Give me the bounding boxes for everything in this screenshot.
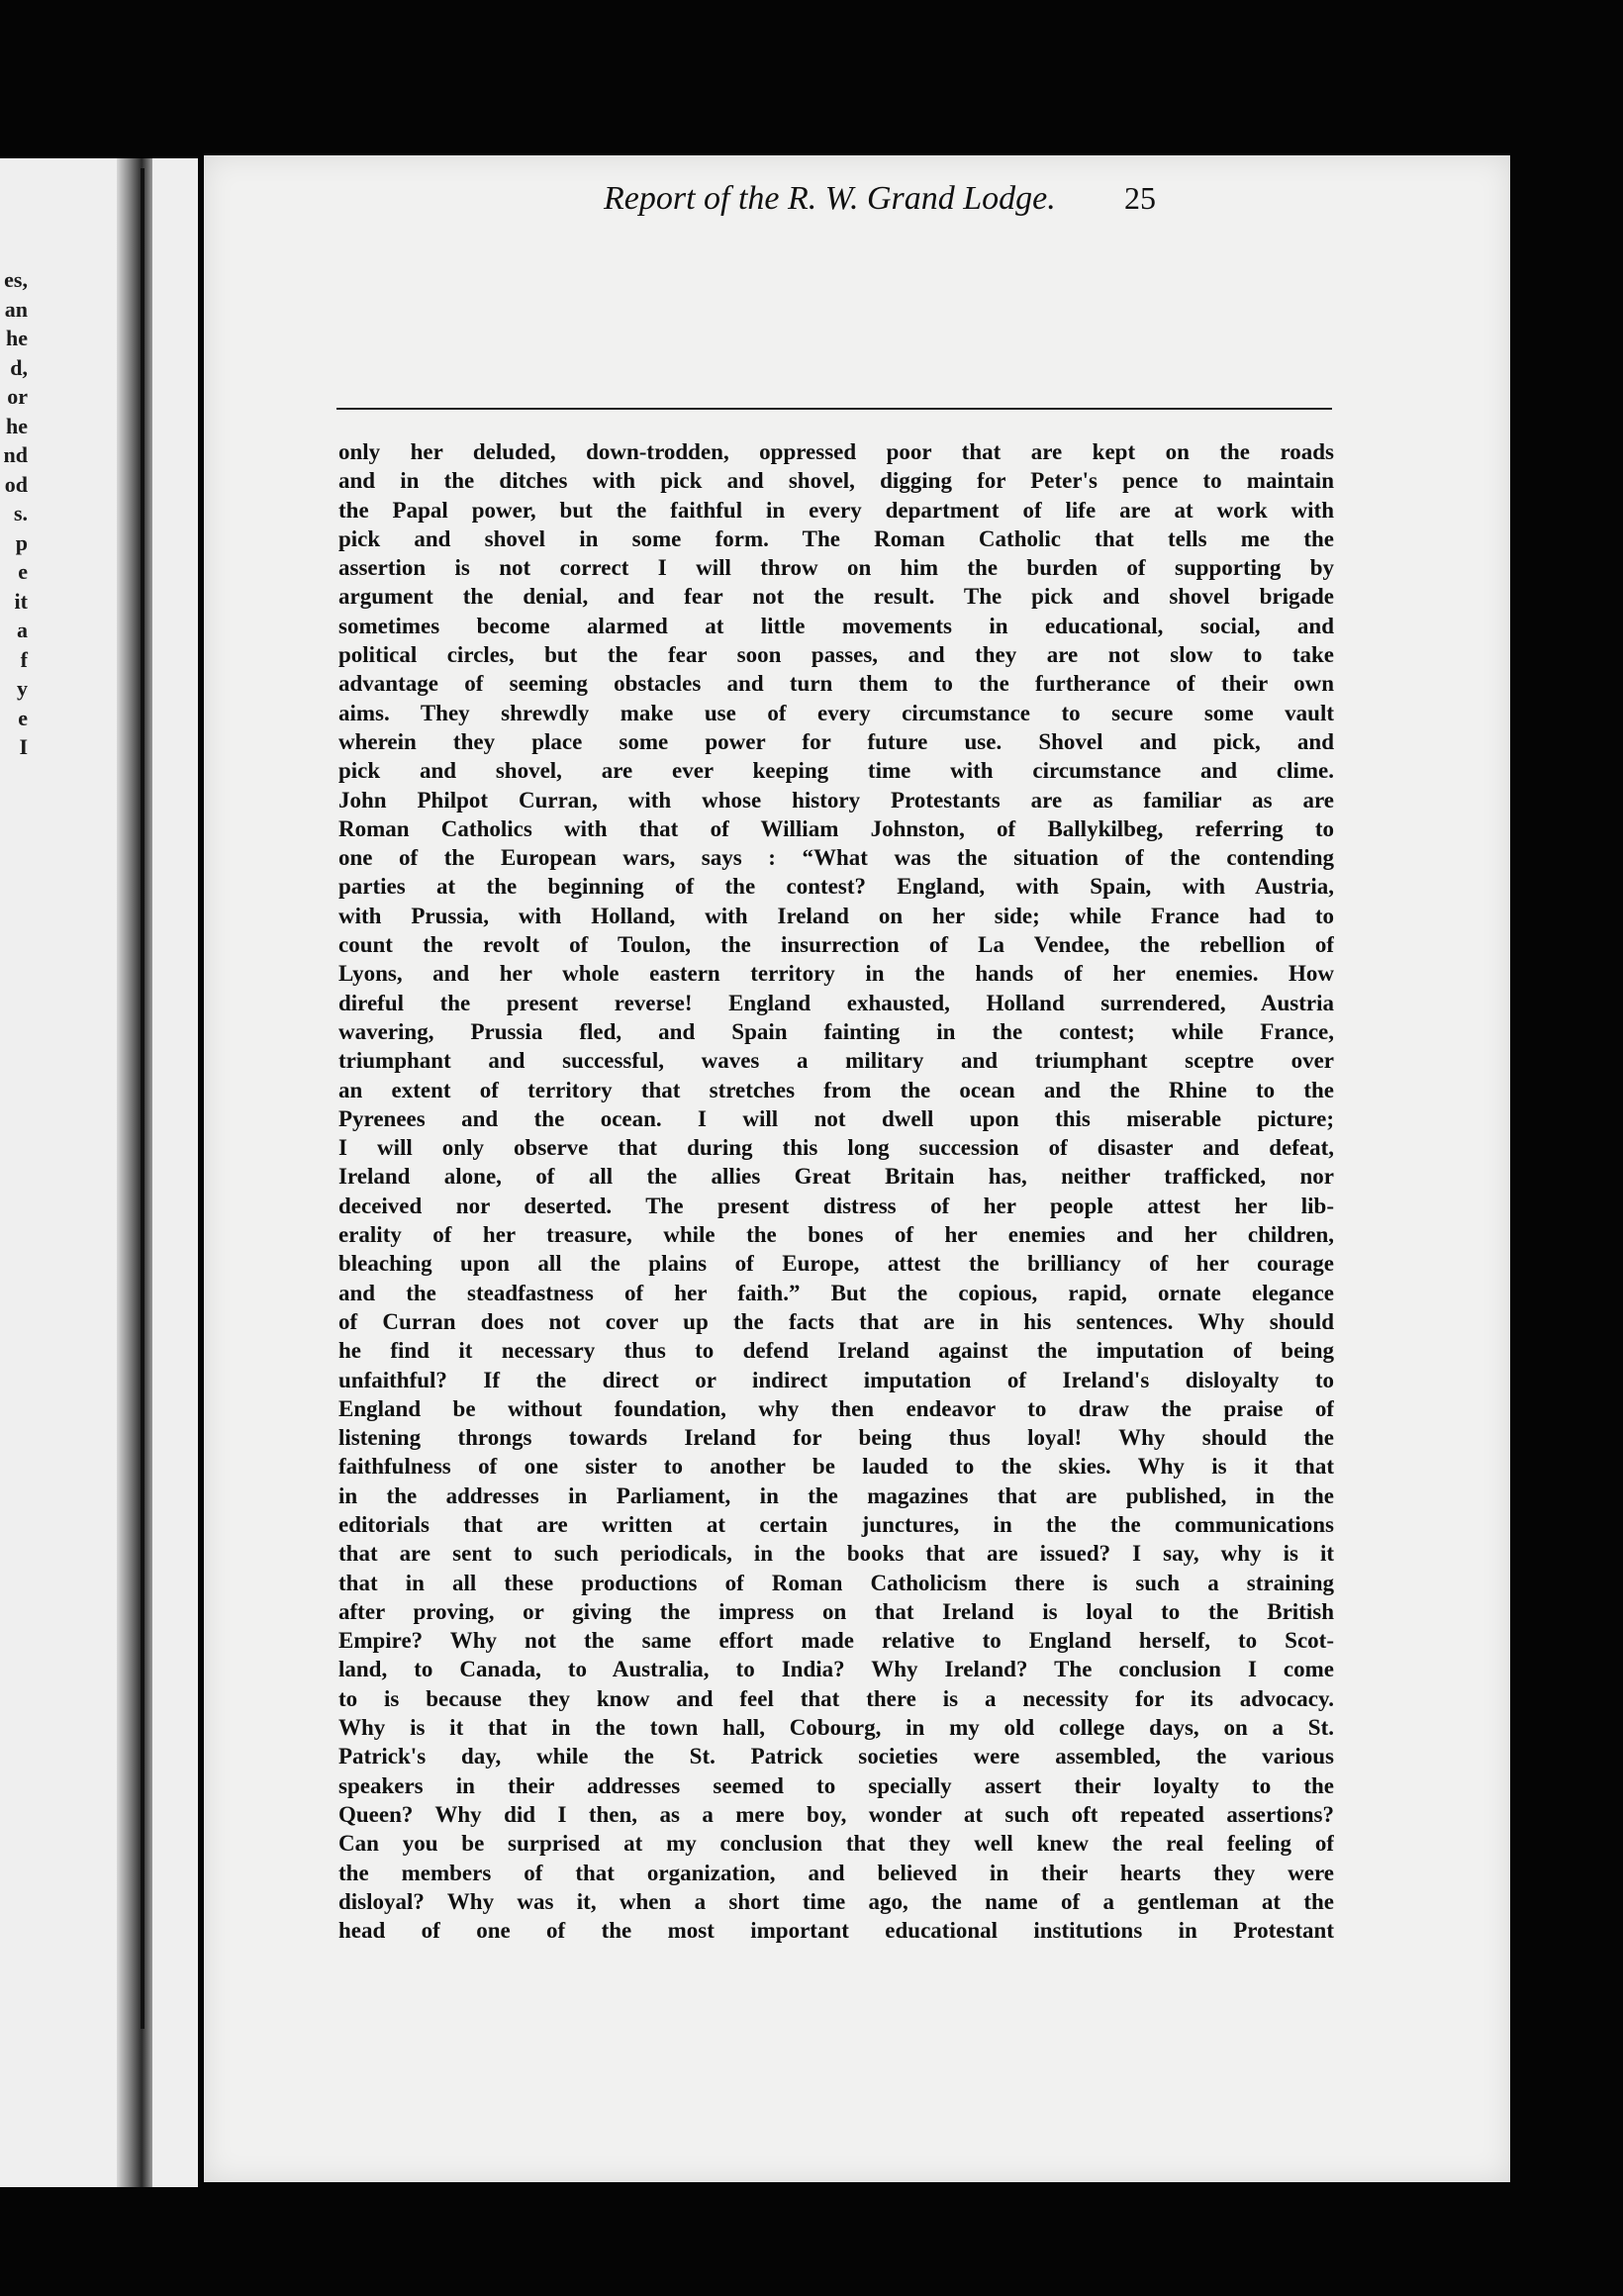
left-page-fragment: f <box>20 646 28 672</box>
text-line: Queen? Why did I then, as a mere boy, wonder at such oft repeated assertions? <box>338 1801 1334 1827</box>
text-line: John Philpot Curran, with whose history Protestants are as familiar as are <box>338 787 1334 813</box>
text-line: Ireland alone, of all the allies Great Britain has, neither trafficked, nor <box>338 1164 1334 1190</box>
text-line: editorials that are written at certain junctures, in the the communications <box>338 1511 1334 1537</box>
text-line: bleaching upon all the plains of Europe, attest the brilliancy of her courage <box>338 1251 1334 1277</box>
text-line: an extent of territory that stretches from the ocean and the Rhine to the <box>338 1077 1334 1102</box>
text-line: advantage of seeming obstacles and turn them to the furtherance of their own <box>338 671 1334 697</box>
text-line: the members of that organization, and believed in their hearts they were <box>338 1860 1334 1885</box>
left-page-text-fragments <box>0 265 28 762</box>
text-line: assertion is not correct I will throw on him the burden of supporting by <box>338 555 1334 581</box>
text-line: wavering, Prussia fled, and Spain fainting in the contest; while France, <box>338 1018 1334 1044</box>
text-line: with Prussia, with Holland, with Ireland on her side; while France had to <box>338 903 1334 928</box>
text-line: disloyal? Why was it, when a short time ago, the name of a gentleman at the <box>338 1888 1334 1914</box>
text-line: Roman Catholics with that of William Johnston, of Ballykilbeg, referring to <box>338 815 1334 841</box>
left-page-fragment: d, <box>10 354 28 380</box>
header-rule <box>336 408 1332 410</box>
text-line: sometimes become alarmed at little movements in educational, social, and <box>338 613 1334 638</box>
left-page-fragment: or <box>7 384 28 409</box>
left-page-fragment: s. <box>13 501 28 526</box>
left-page-fragment: a <box>17 618 28 642</box>
left-page-fragment: e <box>18 705 28 730</box>
text-line: that are sent to such periodicals, in the books that are issued? I say, why is it <box>338 1541 1334 1567</box>
text-line: Patrick's day, while the St. Patrick societies were assembled, the various <box>338 1744 1334 1770</box>
text-line: deceived nor deserted. The present distress of her people attest her lib- <box>338 1193 1334 1218</box>
text-line: count the revolt of Toulon, the insurrection of La Vendee, the rebellion of <box>338 932 1334 958</box>
text-line: and in the ditches with pick and shovel, digging for Peter's pence to maintain <box>338 468 1334 494</box>
text-line: that in all these productions of Roman Catholicism there is such a straining <box>338 1570 1334 1595</box>
text-line: erality of her treasure, while the bones of her enemies and her children, <box>338 1222 1334 1248</box>
text-line: aims. They shrewdly make use of every circumstance to secure some vault <box>338 700 1334 725</box>
page-number: 25 <box>1124 180 1156 216</box>
left-page-fragment: he <box>6 326 28 350</box>
text-line: faithfulness of one sister to another be lauded to the skies. Why is it that <box>338 1454 1334 1480</box>
left-page-fragment: od <box>4 471 28 497</box>
book-gutter <box>117 158 152 2187</box>
text-line: head of one of the most important educational institutions in Protestant <box>338 1918 1334 1944</box>
text-line: Why is it that in the town hall, Cobourg, in my old college days, on a St. <box>338 1715 1334 1741</box>
left-page-fragment: es, <box>4 267 28 292</box>
text-line: Pyrenees and the ocean. I will not dwell upon this miserable picture; <box>338 1105 1334 1131</box>
text-line: in the addresses in Parliament, in the magazines that are published, in the <box>338 1483 1334 1508</box>
text-line: of Curran does not cover up the facts that are in his sentences. Why should <box>338 1308 1334 1334</box>
text-line: wherein they place some power for future use. Shovel and pick, and <box>338 728 1334 754</box>
text-line: he find it necessary thus to defend Ireland against the imputation of being <box>338 1338 1334 1364</box>
text-line: listening throngs towards Ireland for being thus loyal! Why should the <box>338 1425 1334 1451</box>
text-line: and the steadfastness of her faith.” But the copious, rapid, ornate elegance <box>338 1280 1334 1305</box>
running-title: Report of the R. W. Grand Lodge. <box>604 180 1056 217</box>
text-line: to is because they know and feel that there is a necessity for its advocacy. <box>338 1685 1334 1711</box>
text-line: unfaithful? If the direct or indirect imputation of Ireland's disloyalty to <box>338 1367 1334 1392</box>
text-line: Lyons, and her whole eastern territory in the hands of her enemies. How <box>338 961 1334 987</box>
left-page-fragment: p <box>15 529 28 555</box>
text-line: triumphant and successful, waves a military and triumphant sceptre over <box>338 1048 1334 1074</box>
page-edge-line <box>141 168 144 2029</box>
text-line: Can you be surprised at my conclusion that they well knew the real feeling of <box>338 1831 1334 1857</box>
page-header <box>129 180 1237 234</box>
text-line: land, to Canada, to Australia, to India? Why Ireland? The conclusion I come <box>338 1657 1334 1682</box>
text-line: England be without foundation, why then endeavor to draw the praise of <box>338 1395 1334 1421</box>
text-line: pick and shovel in some form. The Roman Catholic that tells me the <box>338 526 1334 551</box>
text-line: pick and shovel, are ever keeping time with circumstance and clime. <box>338 758 1334 784</box>
text-line: the Papal power, but the faithful in every department of life are at work with <box>338 497 1334 523</box>
body-text <box>338 437 1334 1945</box>
left-page-fragment: an <box>4 296 28 322</box>
left-page-fragment: it <box>14 588 28 614</box>
text-line: argument the denial, and fear not the result. The pick and shovel brigade <box>338 584 1334 610</box>
text-line: Empire? Why not the same effort made relative to England herself, to Scot- <box>338 1628 1334 1654</box>
text-line: political circles, but the fear soon passes, and they are not slow to take <box>338 642 1334 668</box>
text-line: after proving, or giving the impress on that Ireland is loyal to the British <box>338 1598 1334 1624</box>
left-page-fragment: I <box>19 734 28 759</box>
text-line: I will only observe that during this long succession of disaster and defeat, <box>338 1135 1334 1161</box>
text-line: direful the present reverse! England exhausted, Holland surrendered, Austria <box>338 990 1334 1015</box>
text-line: only her deluded, down-trodden, oppressed poor that are kept on the roads <box>338 439 1334 464</box>
left-page-fragment: he <box>6 413 28 438</box>
left-page-fragment: y <box>17 676 28 701</box>
text-line: one of the European wars, says : “What was the situation of the contending <box>338 845 1334 871</box>
left-page-fragment: e <box>18 559 28 584</box>
text-line: speakers in their addresses seemed to specially assert their loyalty to the <box>338 1772 1334 1798</box>
left-facing-page <box>0 158 198 2187</box>
text-line: parties at the beginning of the contest? England, with Spain, with Austria, <box>338 874 1334 900</box>
left-page-fragment: nd <box>3 442 28 467</box>
